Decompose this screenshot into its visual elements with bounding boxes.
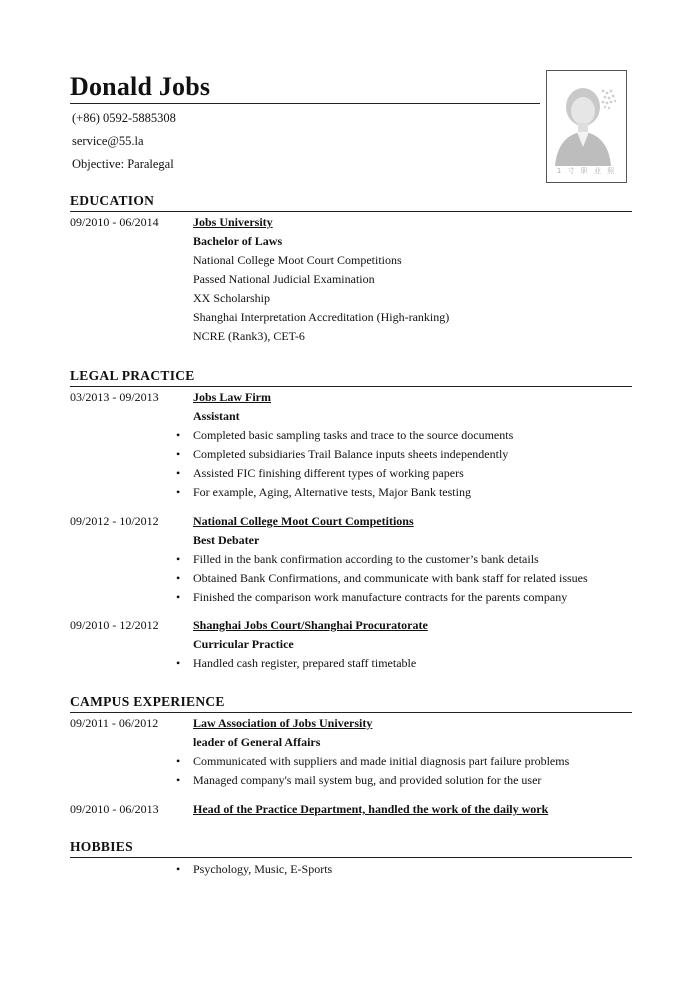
bullet-item: For example, Aging, Alternative tests, Major Bank testing <box>193 485 471 499</box>
bullet-icon: • <box>176 447 181 461</box>
bullet-item: Managed company's mail system bug, and provided solution for the user <box>193 773 542 787</box>
entry-role: Bachelor of Laws <box>193 234 283 248</box>
bullet-item: Finished the comparison work manufacture contracts for the parents company <box>193 590 568 604</box>
bullet-icon: • <box>176 552 181 566</box>
section-title-hobbies: HOBBIES <box>70 839 133 854</box>
education-line: Shanghai Interpretation Accreditation (High-ranking) <box>193 310 450 324</box>
bullet-item: Filled in the bank confirmation according to the customer’s bank details <box>193 552 539 566</box>
bullet-item: Obtained Bank Confirmations, and communicate with bank staff for related issues <box>193 571 588 585</box>
bullet-icon: • <box>176 485 181 499</box>
section-title-campus-experience: CAMPUS EXPERIENCE <box>70 694 225 709</box>
entry-dates: 09/2011 - 06/2012 <box>70 716 159 730</box>
entry-dates: 09/2010 - 06/2013 <box>70 802 159 816</box>
entry-dates: 03/2013 - 09/2013 <box>70 390 159 404</box>
bullet-icon: • <box>176 590 181 604</box>
bullet-item: Completed basic sampling tasks and trace to the source documents <box>193 428 514 442</box>
photo-watermark: 1 寸 职 业 照 <box>556 167 617 175</box>
entry-organization: Head of the Practice Department, handled the work of the daily work <box>193 802 549 816</box>
entry-role: Best Debater <box>193 533 260 547</box>
section-divider <box>70 857 632 858</box>
entry-role: Assistant <box>193 409 240 423</box>
entry-dates: 09/2010 - 12/2012 <box>70 618 159 632</box>
entry-organization: Jobs University <box>193 215 273 229</box>
bullet-item: Assisted FIC finishing different types of working papers <box>193 466 464 480</box>
name-divider <box>70 103 540 104</box>
entry-organization: National College Moot Court Competitions <box>193 514 414 528</box>
profile-photo <box>546 70 627 183</box>
entry-organization: Jobs Law Firm <box>193 390 271 404</box>
bullet-icon: • <box>176 754 181 768</box>
bullet-item: Psychology, Music, E-Sports <box>193 862 333 876</box>
section-divider <box>70 712 632 713</box>
bullet-icon: • <box>176 773 181 787</box>
entry-dates: 09/2010 - 06/2014 <box>70 215 159 229</box>
bullet-item: Communicated with suppliers and made initial diagnosis part failure problems <box>193 754 570 768</box>
bullet-icon: • <box>176 428 181 442</box>
bullet-icon: • <box>176 656 181 670</box>
email-address: service@55.la <box>72 134 144 148</box>
entry-organization: Shanghai Jobs Court/Shanghai Procuratorate <box>193 618 428 632</box>
objective: Objective: Paralegal <box>72 157 174 171</box>
bullet-item: Handled cash register, prepared staff timetable <box>193 656 417 670</box>
phone-number: (+86) 0592-5885308 <box>72 111 176 125</box>
education-line: NCRE (Rank3), CET-6 <box>193 329 305 343</box>
bullet-item: Completed subsidiaries Trail Balance inputs sheets independently <box>193 447 509 461</box>
bullet-icon: • <box>176 466 181 480</box>
bullet-icon: • <box>176 862 181 876</box>
candidate-name: Donald Jobs <box>70 72 211 101</box>
entry-role: leader of General Affairs <box>193 735 321 749</box>
section-divider <box>70 211 632 212</box>
entry-organization: Law Association of Jobs University <box>193 716 373 730</box>
section-divider <box>70 386 632 387</box>
section-title-legal-practice: LEGAL PRACTICE <box>70 368 195 383</box>
entry-dates: 09/2012 - 10/2012 <box>70 514 159 528</box>
bullet-icon: • <box>176 571 181 585</box>
entry-role: Curricular Practice <box>193 637 294 651</box>
section-title-education: EDUCATION <box>70 193 155 208</box>
education-line: XX Scholarship <box>193 291 270 305</box>
education-line: Passed National Judicial Examination <box>193 272 375 286</box>
education-line: National College Moot Court Competitions <box>193 253 402 267</box>
